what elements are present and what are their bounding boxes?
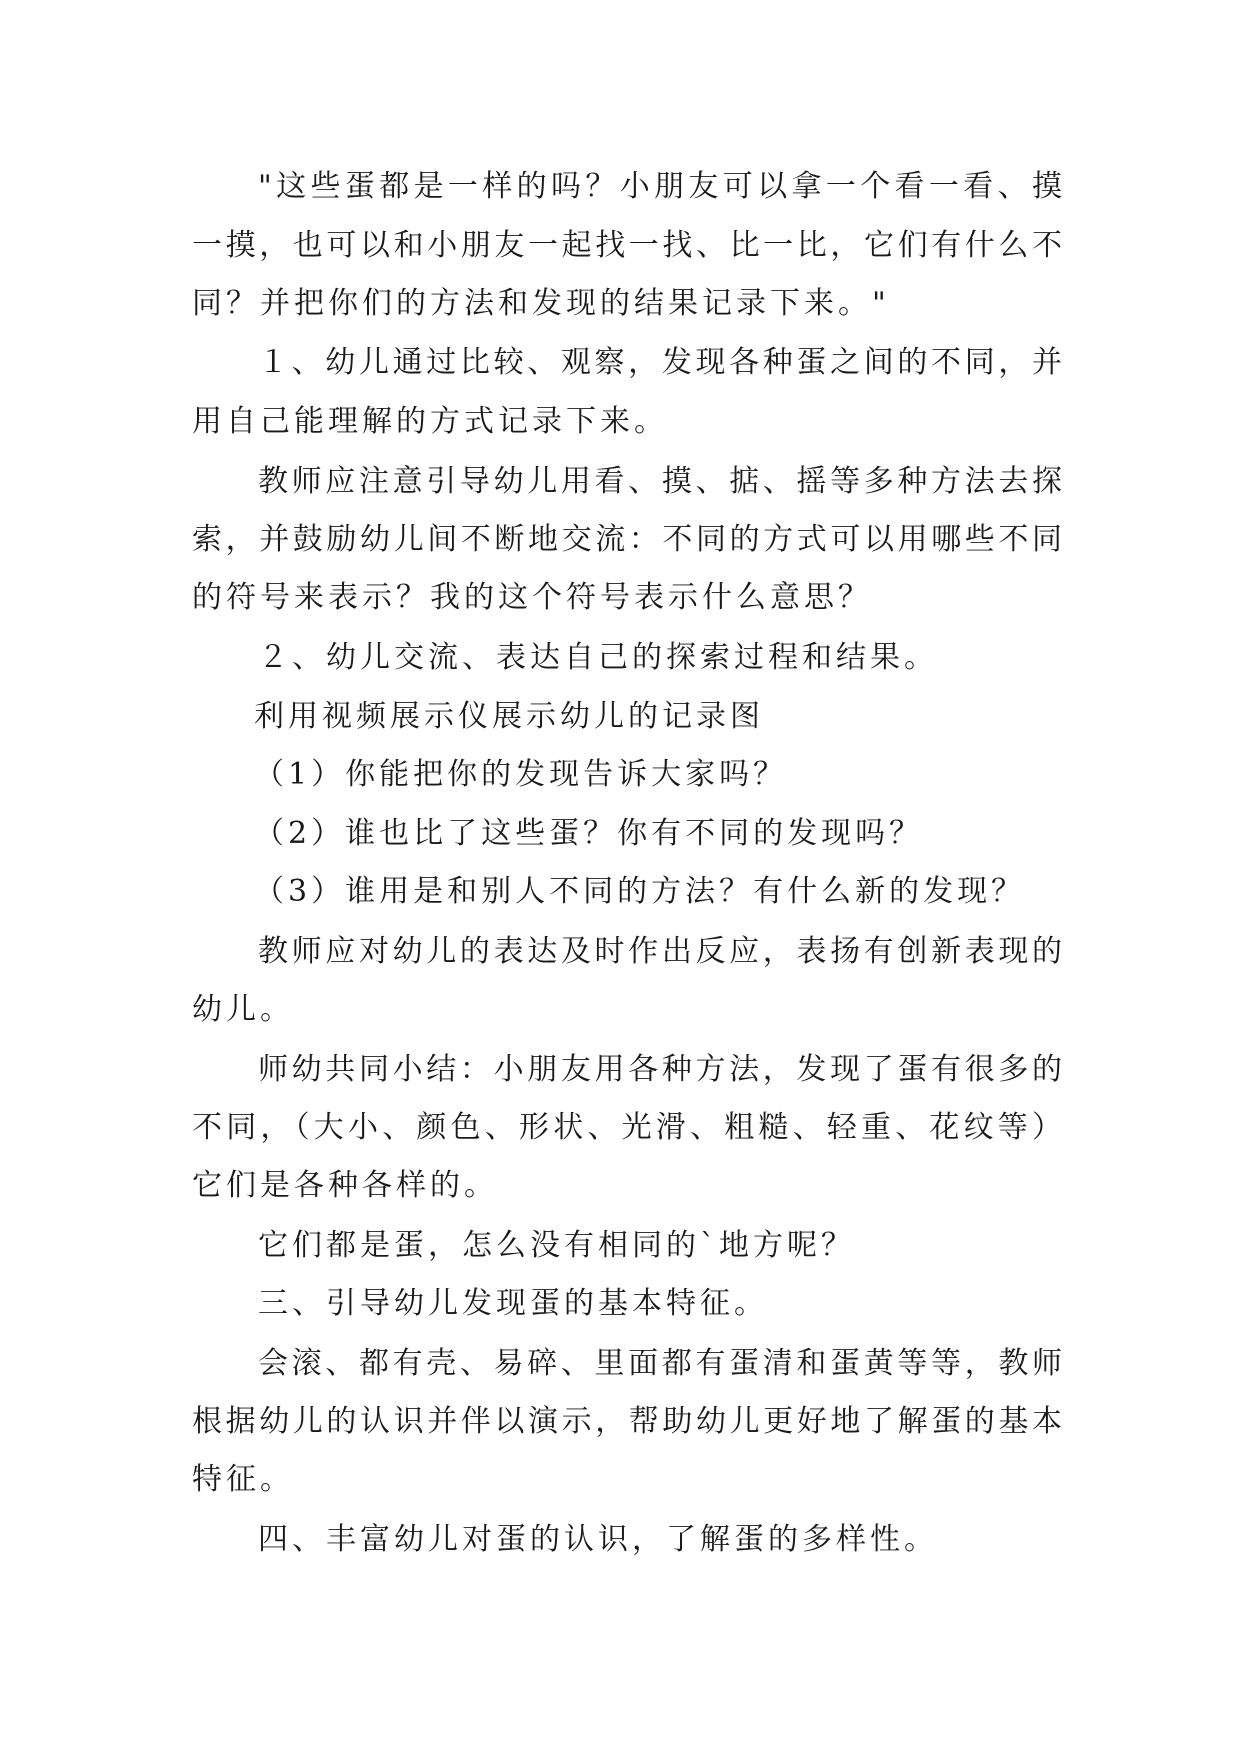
text-line: 它们都是蛋，怎么没有相同的`地方呢？ [258,1228,855,1263]
text-line: 教师应对幼儿的表达及时作出反应，表扬有创新表现的 [258,934,1062,969]
text-line: 同？并把你们的方法和发现的结果记录下来。" [192,286,890,321]
text-line: 四、丰富幼儿对蛋的认识，了解蛋的多样性。 [258,1522,938,1557]
text-line: （2）谁也比了这些蛋？你有不同的发现吗？ [254,816,924,851]
text-line: 特征。 [192,1462,294,1497]
text-line: "这些蛋都是一样的吗？小朋友可以拿一个看一看、摸 [258,169,1062,204]
text-line: 会滚、都有壳、易碎、里面都有蛋清和蛋黄等等，教师 [258,1346,1062,1381]
text-line: 教师应注意引导幼儿用看、摸、掂、摇等多种方法去探 [258,464,1062,499]
text-line: 幼儿。 [192,992,294,1027]
text-line: 根据幼儿的认识并伴以演示，帮助幼儿更好地了解蛋的基本 [192,1404,1062,1439]
text-line: ２、幼儿交流、表达自己的探索过程和结果。 [258,640,938,675]
text-line: 一摸，也可以和小朋友一起找一找、比一比，它们有什么不 [192,228,1062,263]
text-line: 它们是各种各样的。 [192,1168,498,1203]
text-line: （3）谁用是和别人不同的方法？有什么新的发现？ [254,874,1026,909]
text-line: 用自己能理解的方式记录下来。 [192,404,668,439]
text-line: （1）你能把你的发现告诉大家吗？ [254,757,788,792]
text-line: １、幼儿通过比较、观察，发现各种蛋之间的不同，并 [258,345,1062,380]
text-line: 不同，（大小、颜色、形状、光滑、粗糙、轻重、花纹等） [192,1110,1062,1145]
text-line: 利用视频展示仪展示幼儿的记录图 [254,699,764,734]
text-line: 索，并鼓励幼儿间不断地交流：不同的方式可以用哪些不同 [192,522,1062,557]
text-line: 师幼共同小结：小朋友用各种方法，发现了蛋有很多的 [258,1052,1062,1087]
text-line: 的符号来表示？我的这个符号表示什么意思？ [192,580,872,615]
text-line: 三、引导幼儿发现蛋的基本特征。 [258,1286,768,1321]
